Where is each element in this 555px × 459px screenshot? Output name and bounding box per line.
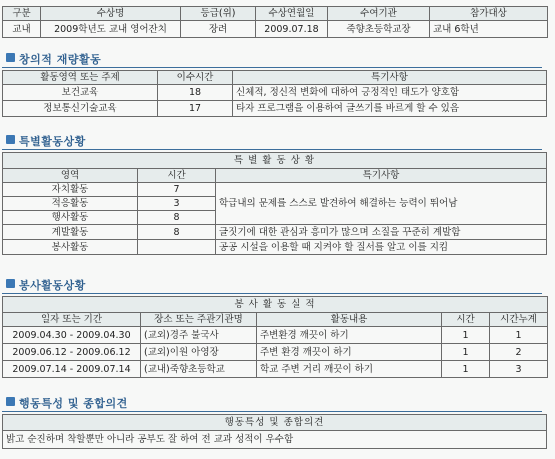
- section-title: 특별활동상황: [19, 135, 86, 148]
- special-table-block: [2, 152, 547, 255]
- special-cell: 봉사활동: [3, 240, 138, 255]
- special-table: [2, 152, 547, 255]
- creative-table-block: [2, 70, 547, 117]
- volunteer-header-row: [3, 313, 548, 327]
- awards-cell: 장려: [181, 21, 256, 38]
- special-row: [3, 240, 547, 255]
- volunteer-table-title: 봉 사 활 동 실 적: [3, 297, 548, 313]
- special-row: [3, 225, 547, 240]
- volunteer-cell: 1: [442, 344, 490, 361]
- volunteer-cell: 2009.04.30 - 2009.04.30: [3, 327, 141, 344]
- creative-cell: 정보통신기술교육: [3, 101, 158, 117]
- volunteer-cell: (교외)경주 불국사: [141, 327, 257, 344]
- creative-header-hours: 이수시간: [158, 71, 233, 85]
- section-volunteer-header: [2, 276, 542, 294]
- volunteer-header-cumulative: 시간누계: [490, 313, 548, 327]
- awards-row: [3, 21, 548, 38]
- special-header-notes: 특기사항: [216, 169, 547, 183]
- behavior-table-title: 행동특성 및 종합의견: [3, 415, 547, 431]
- special-cell: 글짓기에 대한 관심과 흥미가 많으며 소질을 꾸준히 계발함: [216, 225, 547, 240]
- special-row: [3, 183, 547, 197]
- section-creative-header: [2, 50, 542, 68]
- section-title: 창의적 재량활동: [19, 53, 102, 66]
- volunteer-header-period: 일자 또는 기간: [3, 313, 141, 327]
- creative-table: [2, 70, 547, 117]
- special-table-title: 특 별 활 동 상 황: [3, 153, 547, 169]
- behavior-title-row: [3, 415, 547, 431]
- volunteer-cell: 1: [490, 327, 548, 344]
- awards-cell: 2009.07.18: [256, 21, 328, 38]
- awards-table: [2, 6, 548, 38]
- special-cell: 3: [138, 197, 216, 211]
- awards-header-grade: 등급(위): [181, 7, 256, 21]
- creative-cell: 타자 프로그램을 이용하여 글쓰기를 바르게 할 수 있음: [233, 101, 547, 117]
- volunteer-cell: (교내)죽향초등학교: [141, 361, 257, 378]
- special-header-hours: 시간: [138, 169, 216, 183]
- volunteer-cell: 주변 환경 깨끗이 하기: [257, 344, 442, 361]
- special-header-row: [3, 169, 547, 183]
- behavior-table-block: [2, 414, 547, 449]
- awards-header-category: 구분: [3, 7, 41, 21]
- creative-row: [3, 85, 547, 101]
- volunteer-cell: 2009.06.12 - 2009.06.12: [3, 344, 141, 361]
- awards-cell: 2009학년도 교내 영어잔치: [41, 21, 181, 38]
- volunteer-table: [2, 296, 548, 378]
- awards-header-award-name: 수상명: [41, 7, 181, 21]
- creative-cell: 보건교육: [3, 85, 158, 101]
- volunteer-header-content: 활동내용: [257, 313, 442, 327]
- awards-cell: 교내: [3, 21, 41, 38]
- volunteer-header-hours: 시간: [442, 313, 490, 327]
- creative-header-area: 활동영역 또는 주제: [3, 71, 158, 85]
- special-cell: 행사활동: [3, 211, 138, 225]
- behavior-text: 밝고 순진하며 착할뿐만 아니라 공부도 잘 하여 전 교과 성적이 우수함: [3, 431, 547, 449]
- section-special-header: [2, 132, 542, 150]
- volunteer-cell: 1: [442, 327, 490, 344]
- volunteer-cell: 1: [442, 361, 490, 378]
- volunteer-cell: 학교 주변 거리 깨끗이 하기: [257, 361, 442, 378]
- special-cell: [138, 240, 216, 255]
- volunteer-cell: 3: [490, 361, 548, 378]
- section-behavior-header: [2, 394, 542, 412]
- volunteer-table-block: [2, 296, 547, 378]
- creative-cell: 17: [158, 101, 233, 117]
- special-cell: 학급내의 문제를 스스로 발견하여 해결하는 능력이 뛰어남: [216, 183, 547, 225]
- awards-header-target: 참가대상: [430, 7, 548, 21]
- special-cell: 자치활동: [3, 183, 138, 197]
- awards-header-issuer: 수여기관: [328, 7, 430, 21]
- volunteer-title-row: [3, 297, 548, 313]
- volunteer-row: [3, 344, 548, 361]
- special-cell: 적응활동: [3, 197, 138, 211]
- behavior-table: [2, 414, 547, 449]
- volunteer-cell: 2: [490, 344, 548, 361]
- section-bullet-icon: [6, 279, 15, 288]
- section-bullet-icon: [6, 135, 15, 144]
- special-cell: 8: [138, 225, 216, 240]
- creative-cell: 18: [158, 85, 233, 101]
- behavior-row: [3, 431, 547, 449]
- volunteer-row: [3, 327, 548, 344]
- awards-cell: 죽향초등학교장: [328, 21, 430, 38]
- special-cell: 공공 시설을 이용할 때 지켜야 할 질서를 알고 이를 지킴: [216, 240, 547, 255]
- creative-header-notes: 특기사항: [233, 71, 547, 85]
- volunteer-row: [3, 361, 548, 378]
- section-title: 행동특성 및 종합의견: [19, 397, 128, 410]
- volunteer-cell: 주변환경 깨끗이 하기: [257, 327, 442, 344]
- section-title: 봉사활동상황: [19, 279, 86, 292]
- section-bullet-icon: [6, 53, 15, 62]
- awards-header-row: [3, 7, 548, 21]
- creative-row: [3, 101, 547, 117]
- creative-header-row: [3, 71, 547, 85]
- special-header-area: 영역: [3, 169, 138, 183]
- special-cell: 8: [138, 211, 216, 225]
- special-cell: 7: [138, 183, 216, 197]
- awards-cell: 교내 6학년: [430, 21, 548, 38]
- special-title-row: [3, 153, 547, 169]
- creative-cell: 신체적, 정신적 변화에 대하여 긍정적인 태도가 양호함: [233, 85, 547, 101]
- section-bullet-icon: [6, 397, 15, 406]
- awards-table-block: [2, 6, 547, 38]
- volunteer-cell: 2009.07.14 - 2009.07.14: [3, 361, 141, 378]
- special-cell: 계발활동: [3, 225, 138, 240]
- volunteer-header-place: 장소 또는 주관기관명: [141, 313, 257, 327]
- volunteer-cell: (교외)이원 아영장: [141, 344, 257, 361]
- awards-header-date: 수상연월일: [256, 7, 328, 21]
